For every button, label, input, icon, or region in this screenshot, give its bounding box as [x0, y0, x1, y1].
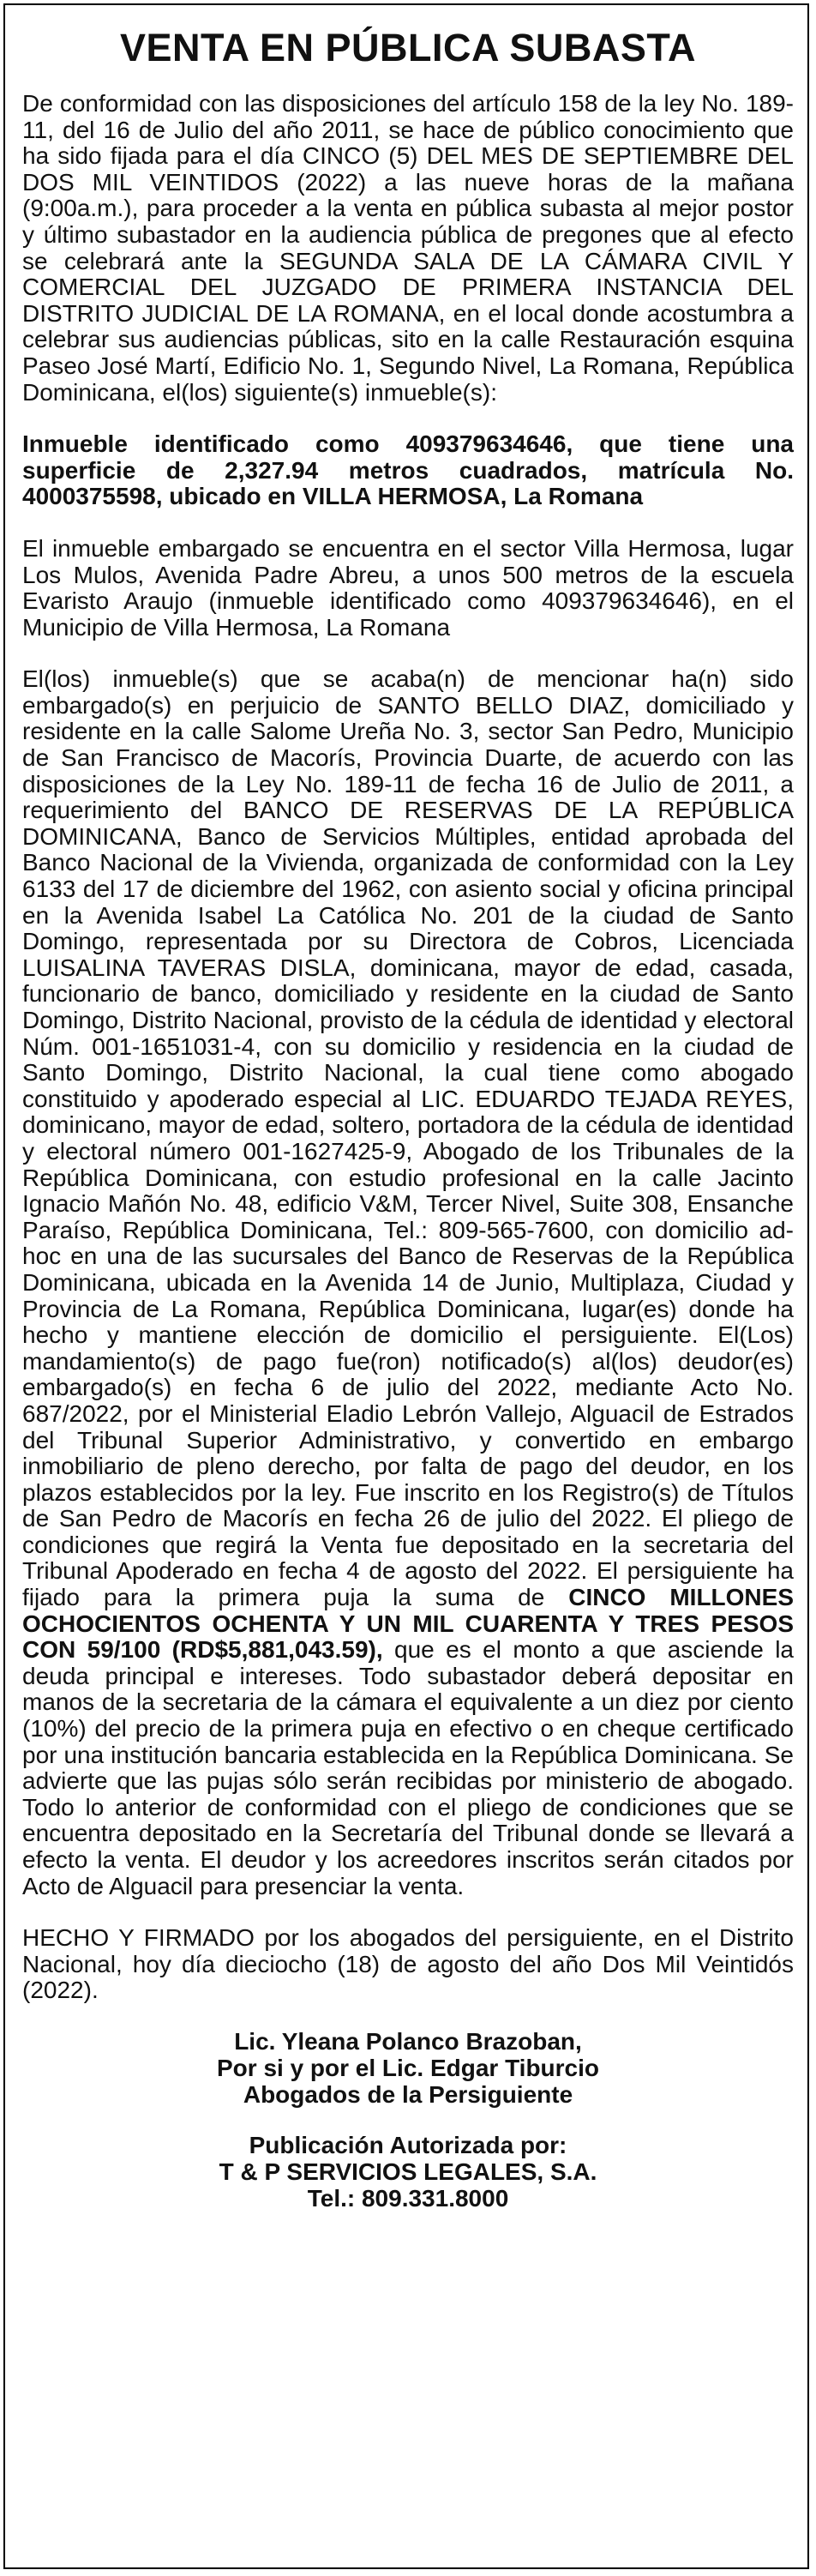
- signature-on-behalf: Por si y por el Lic. Edgar Tiburcio: [216, 2054, 600, 2081]
- seizure-details-paragraph: [22, 666, 794, 1899]
- first-bid-amount: CINCO MILLONES OCHOCIENTOS OCHENTA Y UN MIL CUARENTA Y TRES PESOS CON 59/100 (RD$5,881,043.59),: [22, 1584, 794, 1664]
- seizure-details-text: El(los) inmueble(s) que se acaba(n) de mencionar ha(n) sido embargado(s) en perjuicio de SANTO BELLO DIAZ, domiciliado y residente en la calle Salome Ureña No. 3, sector San Pedro, Municipio de San Francisco de Macorís, Provincia Duarte, de acuerdo con las disposiciones de la Ley No. 189-11 de fecha 16 de Julio de 2011, a requerimiento del BANCO DE RESERVAS DE LA REPÚBLICA DOMINICANA, Banco de Servicios Múltiples, entidad aprobada del Banco Nacional de la Vivienda, organizada de conformidad con la Ley 6133 del 17 de diciembre del 1962, con asiento social y oficina principal en la Avenida Isabel La Católica No. 201 de la ciudad de Santo Domingo, representada por su Directora de Cobros, Licenciada LUISALINA TAVERAS DISLA, dominicana, mayor de edad, casada, funcionario de banco, domiciliado y residente en la ciudad de Santo Domingo, Distrito Nacional, provisto de la cédula de identidad y electoral Núm. 001-1651031-4, con su domicilio y residencia en la ciudad de Santo Domingo, Distrito Nacional, la cual tiene como abogado constituido y apoderado especial al LIC. EDUARDO TEJADA REYES, dominicano, mayor de edad, soltero, portadora de la cédula de identidad y electoral número 001-1627425-9, Abogado de los Tribunales de la República Dominicana, con estudio profesional en la calle Jacinto Ignacio Mañón No. 48, edificio V&M, Tercer Nivel, Suite 308, Ensanche Paraíso, República Dominicana, Tel.: 809-565-7600, con domicilio ad-hoc en una de las sucursales del Banco de Reservas de la República Dominicana, ubicada en la Avenida 14 de Junio, Multiplaza, Ciudad y Provincia de La Romana, República Dominicana, lugar(es) donde ha hecho y mantiene elección de domicilio el persiguiente. El(Los) mandamiento(s) de pago fue(ron) notificado(s) al(los) deudor(es) embargado(s) en fecha 6 de julio del 2022, mediante Acto No. 687/2022, por el Ministerial Eladio Lebrón Vallejo, Alguacil de Estrados del Tribunal Superior Administrativo, y convertido en embargo inmobiliario de pleno derecho, por falta de pago del deudor, en los plazos establecidos por la ley. Fue inscrito en los Registro(s) de Títulos de San Pedro de Macorís en fecha 26 de julio del 2022. El pliego de condiciones que regirá la Venta fue depositado en la secretaria del Tribunal Apoderado en fecha 4 de agosto del 2022. El persiguiente ha fijado para la primera puja la suma de: [22, 665, 794, 1611]
- property-identification: Inmueble identificado como 409379634646, que tiene una superficie de 2,327.94 metros cuadrados, matrícula No. 4000375598, ubicado en VILLA HERMOSA, La Romana: [22, 430, 794, 510]
- signature-block: [22, 2028, 794, 2108]
- publication-authorized-label: Publicación Autorizada por:: [249, 2131, 567, 2158]
- legal-notice: [22, 26, 794, 2212]
- signature-name: Lic. Yleana Polanco Brazoban,: [234, 2027, 582, 2055]
- property-location-paragraph: El inmueble embargado se encuentra en el sector Villa Hermosa, lugar Los Mulos, Avenida Padre Abreu, a unos 500 metros de la escuela Evaristo Araujo (inmueble identificado como 409379634646), en el Municipio de Villa Hermosa, La Romana: [22, 534, 794, 641]
- publication-phone: Tel.: 809.331.8000: [307, 2184, 509, 2212]
- signature-role: Abogados de la Persiguiente: [243, 2080, 573, 2108]
- notice-title: VENTA EN PÚBLICA SUBASTA: [119, 26, 696, 69]
- signing-statement: HECHO Y FIRMADO por los abogados del persiguiente, en el Distrito Nacional, hoy día dieciocho (18) de agosto del año Dos Mil Veintidós (2022).: [22, 1924, 794, 2004]
- seizure-details-conclusion: que es el monto a que asciende la deuda principal e intereses. Todo subastador deberá depositar en manos de la secretaria de la cámara el equivalente a un diez por ciento (10%) del precio de la primera puja en efectivo o en cheque certificado por una institución bancaria establecida en la República Dominicana. Se advierte que las pujas sólo serán recibidas por ministerio de abogado. Todo lo anterior de conformidad con el pliego de condiciones que se encuentra depositado en la Secretaría del Tribunal donde se llevará a efecto la venta. El deudor y los acreedores inscritos serán citados por Acto de Alguacil para presenciar la venta.: [22, 1636, 794, 1899]
- publication-block: [22, 2132, 794, 2212]
- publication-company: T & P SERVICIOS LEGALES, S.A.: [219, 2158, 597, 2185]
- intro-paragraph: De conformidad con las disposiciones del artículo 158 de la ley No. 189-11, del 16 de Julio del año 2011, se hace de público conocimiento que ha sido fijada para el día CINCO (5) DEL MES DE SEPTIEMBRE DEL DOS MIL VEINTIDOS (2022) a las nueve horas de la mañana (9:00a.m.), para proceder a la venta en pública subasta al mejor postor y último subastador en la audiencia pública de pregones que al efecto se celebrará ante la SEGUNDA SALA DE LA CÁMARA CIVIL Y COMERCIAL DEL JUZGADO DE PRIMERA INSTANCIA DEL DISTRITO JUDICIAL DE LA ROMANA, en el local donde acostumbra a celebrar sus audiencias públicas, sito en la calle Restauración esquina Paseo José Martí, Edificio No. 1, Segundo Nivel, La Romana, República Dominicana, el(los) siguiente(s) inmueble(s):: [22, 90, 794, 406]
